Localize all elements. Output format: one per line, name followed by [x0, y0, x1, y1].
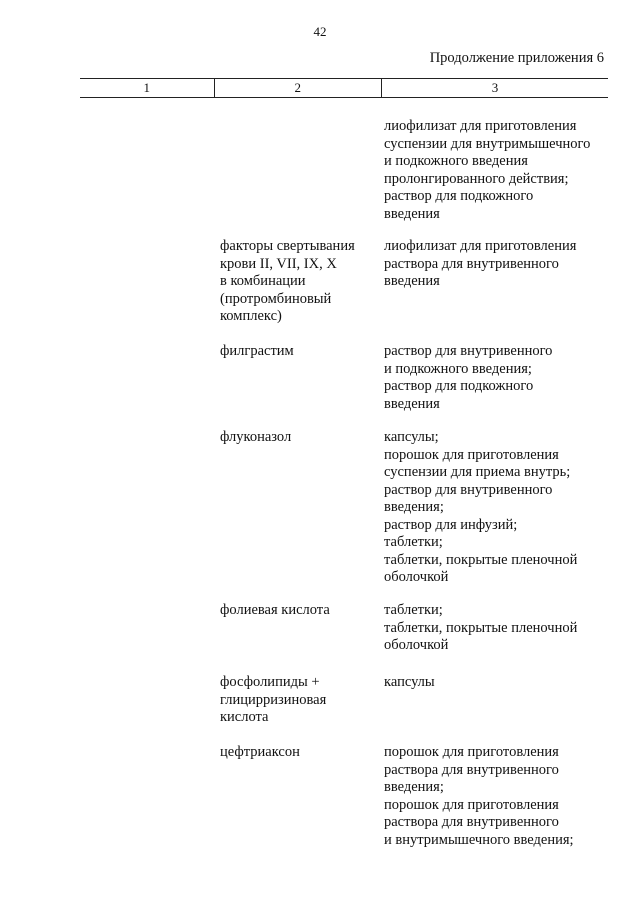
drug-name	[220, 429, 370, 447]
dosage-form-line: раствора для внутривенного	[384, 814, 559, 830]
dosage-form-line: раствор для подкожного	[384, 188, 534, 204]
dosage-form-line: введения;	[384, 779, 444, 795]
dosage-form-line: раствор для внутривенного	[384, 343, 553, 359]
dosage-form-line: таблетки;	[384, 534, 443, 550]
drug-name-line: филграстим	[220, 343, 294, 359]
drug-name	[220, 238, 370, 326]
dosage-forms	[384, 429, 614, 587]
column-header-2: 2	[215, 79, 382, 97]
dosage-form-line: раствор для инфузий;	[384, 516, 518, 533]
drug-name-line: факторы свертывания	[220, 238, 355, 254]
dosage-form-line: таблетки;	[384, 602, 443, 618]
dosage-form-line: капсулы	[384, 674, 435, 690]
dosage-forms	[384, 674, 614, 692]
dosage-form-line: оболочкой	[384, 569, 449, 585]
dosage-forms	[384, 602, 614, 655]
drug-name-line: цефтриаксон	[220, 744, 300, 760]
dosage-form-line: лиофилизат для приготовления	[384, 238, 577, 254]
drug-name-line: глицирризиновая	[220, 691, 327, 708]
drug-name	[220, 343, 370, 361]
drug-name	[220, 744, 370, 762]
dosage-form-line: капсулы;	[384, 429, 439, 445]
drug-name-line: крови II, VII, IX, X	[220, 255, 337, 272]
dosage-forms	[384, 744, 614, 849]
dosage-form-line: введения	[384, 205, 440, 222]
dosage-form-line: оболочкой	[384, 637, 449, 653]
dosage-form-line: порошок для приготовления	[384, 744, 559, 760]
drug-name-line: флуконазол	[220, 429, 292, 445]
dosage-form-line: раствор для подкожного	[384, 378, 534, 394]
dosage-forms	[384, 238, 614, 291]
dosage-form-line: пролонгированного действия;	[384, 170, 569, 187]
drug-name-line: (протромбиновый	[220, 290, 332, 307]
drug-name-line: фосфолипиды +	[220, 674, 320, 690]
drug-name	[220, 674, 370, 727]
drug-name-line: комплекс)	[220, 308, 282, 324]
dosage-form-line: суспензии для внутримышечного	[384, 135, 591, 152]
dosage-form-line: раствора для внутривенного	[384, 761, 559, 778]
column-header-3: 3	[491, 80, 499, 95]
dosage-form-line: порошок для приготовления	[384, 446, 559, 463]
page-number: 42	[313, 24, 327, 39]
dosage-form-line: порошок для приготовления	[384, 796, 559, 813]
dosage-form-line: суспензии для приема внутрь;	[384, 464, 571, 480]
column-header-1: 1	[80, 79, 215, 97]
dosage-form-line: введения	[384, 273, 440, 289]
drug-name	[220, 602, 370, 620]
dosage-form-line: введения;	[384, 499, 444, 515]
dosage-form-line: и подкожного введения;	[384, 360, 532, 377]
dosage-form-line: введения	[384, 395, 440, 412]
drug-name-line: фолиевая кислота	[220, 602, 330, 618]
dosage-form-line: и подкожного введения	[384, 153, 528, 169]
drug-name-line: в комбинации	[220, 273, 306, 289]
dosage-form-line: раствора для внутривенного	[384, 255, 559, 272]
dosage-form-line: раствор для внутривенного	[384, 481, 553, 498]
dosage-forms	[384, 118, 614, 223]
dosage-form-line: таблетки, покрытые пленочной	[384, 619, 578, 636]
dosage-form-line: лиофилизат для приготовления	[384, 118, 577, 134]
dosage-forms	[384, 343, 614, 413]
dosage-form-line: таблетки, покрытые пленочной	[384, 551, 578, 568]
drug-name-line: кислота	[220, 709, 269, 725]
dosage-form-line: и внутримышечного введения;	[384, 831, 574, 848]
appendix-continuation-note: Продолжение приложения 6	[429, 50, 604, 66]
